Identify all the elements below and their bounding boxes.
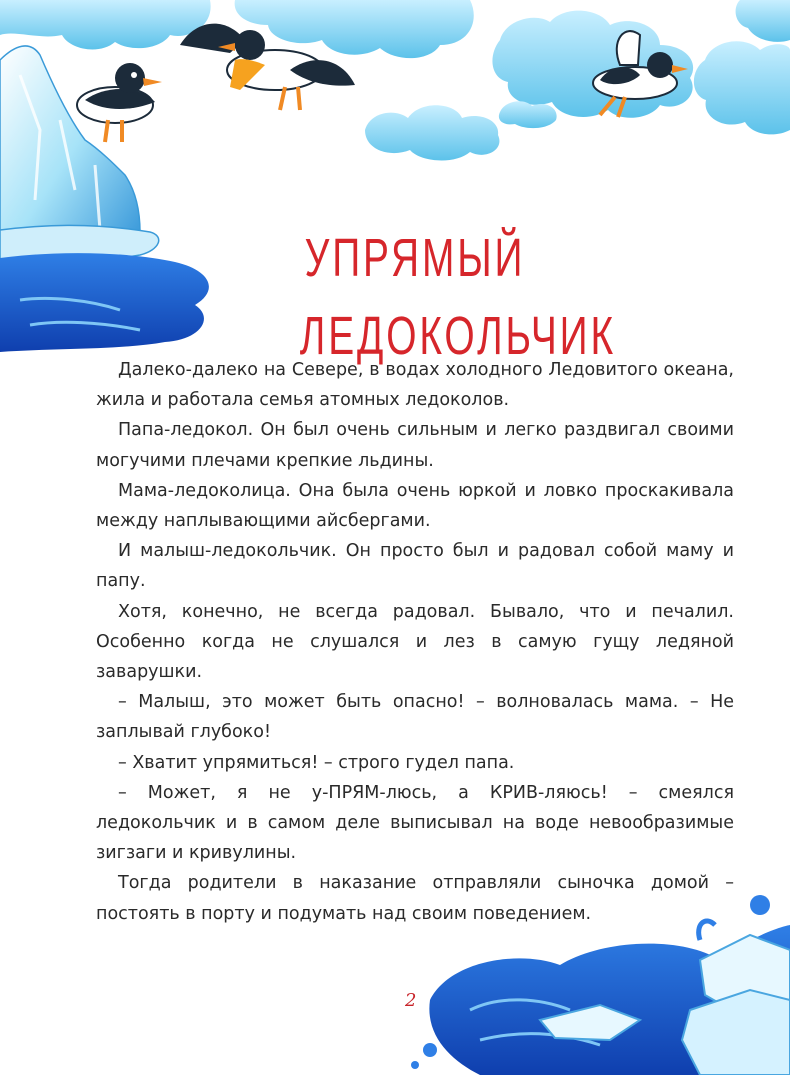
paragraph: Тогда родители в наказание отправляли сыночка домой – постоять в порту и подумать над своим поведением. xyxy=(96,873,734,924)
paragraph: – Хватит упрямиться! – строго гудел папа. xyxy=(118,752,515,773)
paragraph: Хотя, конечно, не всегда радовал. Бывало, что и печалил. Особенно когда не слушался и лез в самую гущу ледяной заварушки. xyxy=(96,601,734,683)
seagull-icon xyxy=(77,63,162,142)
cloud-icon xyxy=(365,101,557,160)
paragraph: Мама-ледоколица. Она была очень юркой и ловко проскакивала между наплывающими айсбергами. xyxy=(96,480,734,532)
story-text xyxy=(96,355,734,929)
water-splash-icon xyxy=(0,253,209,352)
paragraph: – Малыш, это может быть опасно! – волновалась мама. – Не заплывай глубоко! xyxy=(96,692,734,743)
page-number: 2 xyxy=(405,990,417,1011)
paragraph: И малыш-ледокольчик. Он просто был и радовал собой маму и папу. xyxy=(96,541,734,592)
story-title xyxy=(299,219,617,375)
paragraph: – Может, я не у-ПРЯМ-люсь, а КРИВ-ляюсь! – смеялся ледокольчик и в самом деле выписывал на воде невообразимые зигзаги и кривулины. xyxy=(96,782,734,864)
title-line-1: УПРЯМЫЙ xyxy=(304,228,526,289)
paragraph: Далеко-далеко на Севере, в водах холодного Ледовитого океана, жила и работала семья атомных ледоколов. xyxy=(96,360,734,411)
title-line-2: ЛЕДОКОЛЬЧИК xyxy=(299,306,617,367)
cloud-icon xyxy=(0,0,211,49)
paragraph: Папа-ледокол. Он был очень сильным и легко раздвигал своими могучими плечами крепкие льдины. xyxy=(96,420,734,471)
